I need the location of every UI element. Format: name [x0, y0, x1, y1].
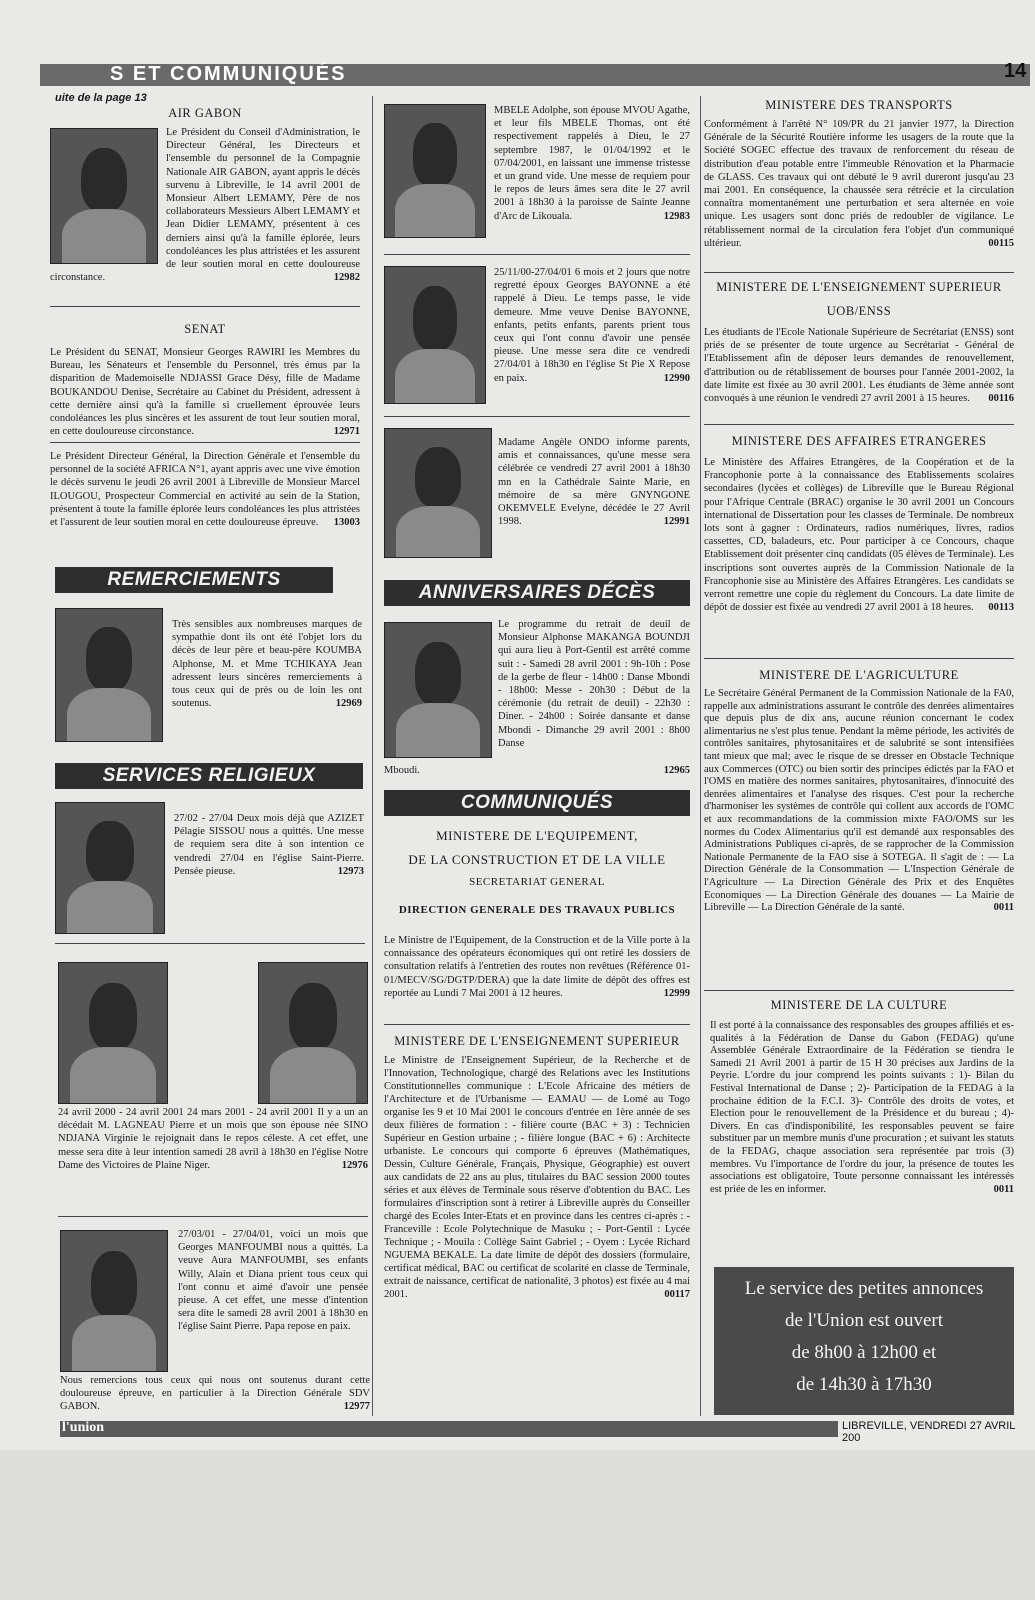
ondo-ref: 12991 — [663, 516, 690, 528]
senat-notice — [50, 346, 360, 438]
culture-notice — [710, 1020, 1014, 1196]
manfoumbi-thanks — [60, 1374, 370, 1414]
lagneau-text: 24 avril 2000 - 24 avril 2001 24 mars 2001 - 24 avril 2001 Il y a un an décédait M. LAGNEAU Pierre et un mois que son épouse née SINO NDJANA Virginie le rejoignait dans le repos céleste. A cet effet, une messe sera dite à leur intention samedi 28 avril à 18h30 en l'église Notre Dame des Victoires de Plaine Niger. — [58, 1107, 368, 1171]
separator — [704, 424, 1014, 425]
manfoumbi-thanks-text: Nous remercions tous ceux qui nous ont soutenus durant cette douloureuse épreuve, en particulier à la Direction Générale SDV GABON. — [60, 1375, 370, 1413]
lagneau-ref: 12976 — [341, 1159, 368, 1171]
notice-line: de 8h00 à 12h00 et — [791, 1342, 937, 1363]
portrait-photo — [58, 962, 168, 1104]
agriculture-text: Le Secrétaire Général Permanent de la Commission Nationale de la FA0, rappelle aux administrations assurant le contrôle des denrées alimentaires que depuis plus de dix ans, aucune réunion concernant le codex alimentarius ne s'est plus tenue. Pendant la même période, les activités de contrôles sanitaires, phytosanitaires et de salubrité se sont intensifiées tant mieux que mal; avec le risque de se dresser en Obstacle Technique aux Commerces (OTC) ou bien sortir des principes édictés par la FAO et l'OMS en matière des normes sanitaires, phytosanitaires, d'innocuité des denrées alimentaires et l'analyse des risques. C'est pour la recherche d'harmoniser les systèmes de contrôle qui collent aux accords de l'OMC et aux recommandations de la commission mixte FAO/OMS sur les normes du Codex Alimentarius qu'il est demandé aux responsables des Administrations Publiques ci-après, de se rapprocher de la Commission Nationale Permanente de la FAO sise à SOTEGA. Il s'agit de : — La Direction Générale de la Consommation — L'Inspection Générale de l'Agriculture — La Direction Générale des Prix et des Enquêtes Economiques — La Direction Générale des douanes — La Mairie de Libreville — La Direction Générale de la santé. — [704, 688, 1014, 914]
ondo-text: Madame Angèle ONDO informe parents, amis et connaissances, qu'une messe sera célébrée ce vendredi 27 avril 2001 à 18h30 mn en la Cathédrale Sainte Marie, en mémoire de sa mère GNYNGONE OKEMVELE Evelyne, décédée le 27 Avril 1998. — [498, 437, 690, 528]
bayonne-ref: 12990 — [663, 372, 690, 384]
airgabon-title: AIR GABON — [168, 106, 242, 120]
services-text: 27/02 - 27/04 Deux mois déjà que AZIZET Pélagie SISSOU nous a quittés. Une messe de requiem sera dite à son intention ce vendredi 27/04 en l'église Saint-Pierre. Pensée pieuse. — [174, 813, 364, 877]
senat-title: SENAT — [184, 322, 226, 336]
mbele-text: MBELE Adolphe, son épouse MVOU Agathe, et leur fils MBELE Thomas, ont été respectivement rappelés à Dieu, le 27 septembre 1987, le 01/04/1992 et le 07/04/2001, en laissant une immense tristesse et un grand vide. Une messe de requiem pour le repos de leurs âmes sera dite le 27 avril 2001 à 18h30 à la paroisse de Sainte Jeanne d'Arc de Likouala. — [494, 105, 690, 222]
etrangeres-title: MINISTERE DES AFFAIRES ETRANGERES — [731, 434, 987, 448]
enseignement-text: Le Ministre de l'Enseignement Supérieur, de la Recherche et de l'Innovation, Technologique, chargé des Relations avec les Institutions Constitutionnelles communique : L'Ecole Africaine des métiers de l'Architecture et de l'Urbanisme — EAMAU — de Lomé au Togo organise les 9 et 10 Mai 2001 le concours d'entrée en 1ère année de ses deux filières de formation : - filière courte (BAC + 3) : Technicien Supérieur en Gestion urbaine ; - filière longue (BAC + 6) : Architecte urbaniste. Le concours qui comporte 6 épreuves (Mathématiques, Dessin, Culture Générale, Français, Physique, Géographie) est ouvert aux candidats de 22 ans au plus, titulaires du BAC session 2000 toutes séries et aux élèves de Terminale sous réserve d'obtention du BAC. Les formulaires d'inscription sont à retirer à Libreville auprès du Conseiller chargé des Ecoles Inter-Etats et en province dans les centres ci-après : - Franceville : Ecole Polytechnique de Masuku ; - Port-Gentil : Lycée Technique ; - Mouila : Collège Saint Gabriel ; - Oyem : Lycée Richard NGUEMA BEKALE. La date limite de dépôt des dossiers (formulaire, certificat médical, BAC ou certificat de scolarité en classe de Terminale, extrait de naissance, certificat de nationalité, 3 photos) est fixée au 4 mai 2001. — [384, 1055, 690, 1300]
anniv-text: Le programme du retrait de deuil de Monsieur Alphonse MAKANGA BOUNDJI qui aura lieu à Port-Gentil est arrêté comme suit : - Samedi 28 avril 2001 : 9h-10h : Pose de la gerbe de fleur - 14h00 : Danse Mbondi - 18h00: Messe - 20h30 : Début de la cérémonie (du retrait de deuil) - 22h30 : Diner. - 24h00 : Soirée dansante et danse Mbondi - Dimanche 29 avril 2001 : 8h00 Danse — [498, 619, 690, 749]
services-ref: 12973 — [337, 865, 364, 877]
equipement-title-2: DE LA CONSTRUCTION ET DE LA VILLE — [408, 852, 666, 867]
manfoumbi-notice — [178, 1228, 368, 1334]
notice-line: de l'Union est ouvert — [784, 1310, 944, 1331]
uob-text: Les étudiants de l'Ecole Nationale Supérieure de Secrétariat (ENSS) sont priés de se présenter de toute urgence au Secrétariat - Général de l'Etablissement afin de déposer leurs demandes de renouvellement, d'attribution ou de rétablissement de bourses pour l'année 2001-2002, la date limite est fixée au 30 avril 2001. Les étudiants de 3ème année sont convoqués à une réunion le vendredi 27 avril 2001 à 15 heures. — [704, 327, 1014, 405]
section-title: S ET COMMUNIQUÉS — [110, 63, 347, 85]
portrait-photo — [55, 802, 165, 934]
senat-text: Le Président du SENAT, Monsieur Georges RAWIRI les Membres du Bureau, les Sénateurs et l'ensemble du Personnel, très émus par la disparition de Mademoiselle NDJASSI Grace Désy, fille de Madame BOUKANDOU Denise, Secrétaire au Cabinet du Président, adressent à cette dernière ainsi qu'à la famille si cruellement éprouvée leurs condoléances les plus sincères et les assurent de tout leur soutien moral, en cette douloureuse circonstance. — [50, 347, 360, 438]
portrait-photo — [258, 962, 368, 1104]
portrait-photo — [384, 104, 486, 238]
anniv-end-text: Mboudi. — [384, 765, 420, 776]
anniv-end — [384, 764, 690, 777]
notice-line: Le service des petites annonces — [744, 1278, 984, 1299]
remerciements-ref: 12969 — [335, 698, 362, 710]
remerciements-notice — [172, 618, 362, 710]
page-bottom-margin — [0, 1450, 1035, 1600]
footer-date: LIBREVILLE, VENDREDI 27 AVRIL 200 — [838, 1420, 1035, 1444]
agriculture-ref: 0011 — [993, 902, 1014, 914]
column-divider — [700, 96, 701, 1416]
transports-text: Conformément à l'arrêté N° 109/PR du 21 janvier 1977, la Direction Générale de la Sécurité Routière informe les usagers de la route que la Société SOGEC effectue des travaux de renforcement du réseau de distribution d'eau potable entre l'immeuble Rénovation et la Pharmacie de GLASS. Ces travaux qui ont débuté le 9 avril dureront jusqu'au 23 mai 2001. En conséquence, la chaussée sera rétrécie et la circulation connaîtra momentanément une perturbation et sera alternée en voie unique. Les usagers sont donc priés de redoubler de vigilance. Le rétablissement normal de la circulation fera l'objet d'un communiqué ultérieur. — [704, 119, 1014, 249]
separator — [50, 306, 360, 307]
ondo-notice — [498, 436, 690, 528]
africa-notice — [50, 450, 360, 529]
uob-subtitle: UOB/ENSS — [826, 304, 892, 318]
page-number: 14 — [1004, 60, 1027, 82]
uob-ref: 00116 — [988, 393, 1014, 405]
etrangeres-notice — [704, 456, 1014, 614]
remerciements-text: Très sensibles aux nombreuses marques de sympathie dont ils ont été l'objet lors du décès de leur père et beau-père KOUMBA Alphonse, M. et Mme TCHIKAYA Jean adressent leurs sincères remerciements à tous ceux qui de près ou de loin les ont soutenus. — [172, 619, 362, 710]
equipement-text: Le Ministre de l'Equipement, de la Construction et de la Ville porte à la connaissance des opérateurs économiques qui ont retiré les dossiers de consultation relatifs à l'entretien des routes non revêtues (Référence 01-01/MECV/SG/DGTP/DERA) que la date limite de dépôt des offres est reportée au Lundi 7 Mai 2001 à 12 heures. — [384, 935, 690, 999]
agriculture-title: MINISTERE DE L'AGRICULTURE — [759, 668, 959, 682]
mbele-ref: 12983 — [663, 210, 690, 222]
culture-text: Il est porté à la connaissance des responsables des groupes affiliés et es-qualités à la Fédération de Danse du Gabon (FEDAG) qu'une Assemblée Générale Extraordinaire de la Fédération se tiendra le Samedi 21 Avril 2001 à partir de 15 H 30 précises aux Jardins de la Peyrie. L'ordre du jour comprend les points suivants : 1)- Bilan du Festival International de Danse ; 2)- Participation de la FEDAG à la prochaine édition de la F.C.I. 3)- Contrôle des droits de votes, et Election pour le renouvellement de la Présidence et du bureau ; 4)- Divers. En cas d'indisponibilité, les responsables peuvent se faire substituer par un membre munis d'une procuration ; et suivant les statuts de la FEDAG, chaque association sera représentée par trois (3) membres. Vu l'importance de l'ordre du jour, la présence de toutes les associations est obligatoire, Toute personne connaissant les intéressés est priée de les en informer. — [710, 1020, 1014, 1195]
anniv-ref: 12965 — [663, 765, 690, 776]
etrangeres-text: Le Ministère des Affaires Etrangères, de la Coopération et de la Francophonie porte à la connaissance des Etablissements scolaires secondaires (lycées et collèges) de Libreville que le Bureau Régional pour l'Afrique Centrale (BRAC) organise le 30 avril 2001 un Concours international de Dissertation pour les classes de Terminale. De nombreux lots sont à gagner : Ordinateurs, radios numériques, livres, radios cassettes, CD, baladeurs, etc. Pour participer à ce Concours, chaque Etablissement doit présenter cinq candidats (05 élèves de Terminale). Les inscriptions sont ouvertes auprès de la Commission Nationale de la Francophonie sise au Ministère des Affaires Etrangères. Les candidats se verront remettre une copie du règlement du Concours. La date limite de dépôt de dossier est fixée au vendredi 27 avril 2001 à 18 heures. — [704, 457, 1014, 614]
remerciements-banner: REMERCIEMENTS — [55, 567, 333, 593]
separator — [704, 272, 1014, 273]
africa-text: Le Président Directeur Général, la Direction Générale et l'ensemble du personnel de la société AFRICA N°1, ayant appris avec une vive émotion le décès survenu le jeudi 26 avril 2001 à Libreville de Monsieur Marcel ILOUGOU, Prospecteur Commercial en activité au sein de la Station, présentent à toute la famille éplorée leurs condoléances les plus attristées et l'assurent de leur soutien moral en cette douloureuse épreuve. — [50, 451, 360, 529]
continued-note: uite de la page 13 — [55, 92, 147, 104]
uob-title: MINISTERE DE L'ENSEIGNEMENT SUPERIEUR — [716, 280, 1002, 294]
notice-line: de 14h30 à 17h30 — [796, 1374, 932, 1395]
bayonne-text: 25/11/00-27/04/01 6 mois et 2 jours que notre regretté époux Georges BAYONNE a été rappelé à Dieu. Le temps passe, le vide demeure. Mme veuve Denise BAYONNE, enfants, petits enfants, parents prient tous ceux qui l'ont connu d'avoir une pensée pieuse. Une messe sera dite ce vendredi 27/04/01 à 18h30 en l'église St Pie X Repose en paix. — [494, 267, 690, 384]
petites-annonces-box — [714, 1267, 1014, 1415]
culture-title: MINISTERE DE LA CULTURE — [770, 998, 948, 1012]
enseignement-notice — [384, 1054, 690, 1301]
anniv-notice — [498, 618, 690, 750]
portrait-photo — [384, 266, 486, 404]
separator — [55, 943, 365, 944]
transports-notice — [704, 118, 1014, 250]
portrait-photo — [384, 428, 492, 558]
separator — [58, 1216, 368, 1217]
transports-title: MINISTERE DES TRANSPORTS — [765, 98, 953, 112]
services-religieux-banner: SERVICES RELIGIEUX — [55, 763, 363, 789]
transports-ref: 00115 — [988, 237, 1014, 249]
manfoumbi-ref: 12977 — [343, 1401, 370, 1413]
portrait-photo — [384, 622, 492, 758]
culture-ref: 0011 — [993, 1183, 1014, 1195]
equipement-subtitle: SECRETARIAT GENERAL — [469, 876, 605, 888]
portrait-photo — [60, 1230, 168, 1372]
equipement-title: MINISTERE DE L'EQUIPEMENT, — [436, 828, 638, 843]
etrangeres-ref: 00113 — [988, 602, 1014, 614]
separator — [704, 990, 1014, 991]
manfoumbi-text: 27/03/01 - 27/04/01, voici un mois que Georges MANFOUMBI nous a quittés. La veuve Aura MANFOUMBI, ses enfants Willy, Alain et Diana prient tous ceux qui l'ont connu et aimé d'avoir une pensée pieuse. A cet effet, une messe d'intention sera dite le samedi 28 avril 2001 à 18h30 en l'église Saint Pierre. Papa repose en paix. — [178, 1229, 368, 1333]
bayonne-notice — [494, 266, 690, 385]
masthead-logo: l'union — [62, 1420, 105, 1435]
enseignement-ref: 00117 — [664, 1289, 690, 1300]
equipement-ref: 12999 — [663, 987, 690, 999]
airgabon-notice — [50, 126, 360, 284]
column-divider — [372, 96, 373, 1416]
anniversaires-banner: ANNIVERSAIRES DÉCÈS — [384, 580, 690, 606]
uob-notice — [704, 326, 1014, 405]
agriculture-notice — [704, 688, 1014, 915]
lagneau-notice — [58, 1106, 368, 1172]
equipement-notice — [384, 934, 690, 1000]
airgabon-ref: 12982 — [333, 272, 360, 284]
enseignement-title: MINISTERE DE L'ENSEIGNEMENT SUPERIEUR — [394, 1034, 680, 1048]
separator — [384, 416, 690, 417]
separator — [384, 254, 690, 255]
separator — [50, 442, 360, 443]
mbele-notice — [494, 104, 690, 223]
portrait-photo — [55, 608, 163, 742]
separator — [384, 1024, 690, 1025]
services-notice — [174, 812, 364, 878]
communiques-banner: COMMUNIQUÉS — [384, 790, 690, 816]
airgabon-text: Le Président du Conseil d'Administration, le Directeur Général, les Directeurs et l'ensemble du personnel de la Compagnie Nationale AIR GABON, ayant appris le décès survenu à Libreville, le 14 avril 2001 de Monsieur Albert LEMAMY, Père de nos collaborateurs Messieurs Albert LEMAMY et Jean Didier LEMAMY, présentent à ces derniers ainsi qu'à la famille éplorée, leurs condoléances les plus attristées et les assurent de leur soutien moral en cette douloureuse circonstance. — [50, 127, 360, 284]
africa-ref: 13003 — [333, 517, 360, 529]
separator — [704, 658, 1014, 659]
senat-ref: 12971 — [333, 426, 360, 438]
equipement-direction: DIRECTION GENERALE DES TRAVAUX PUBLICS — [398, 904, 676, 916]
